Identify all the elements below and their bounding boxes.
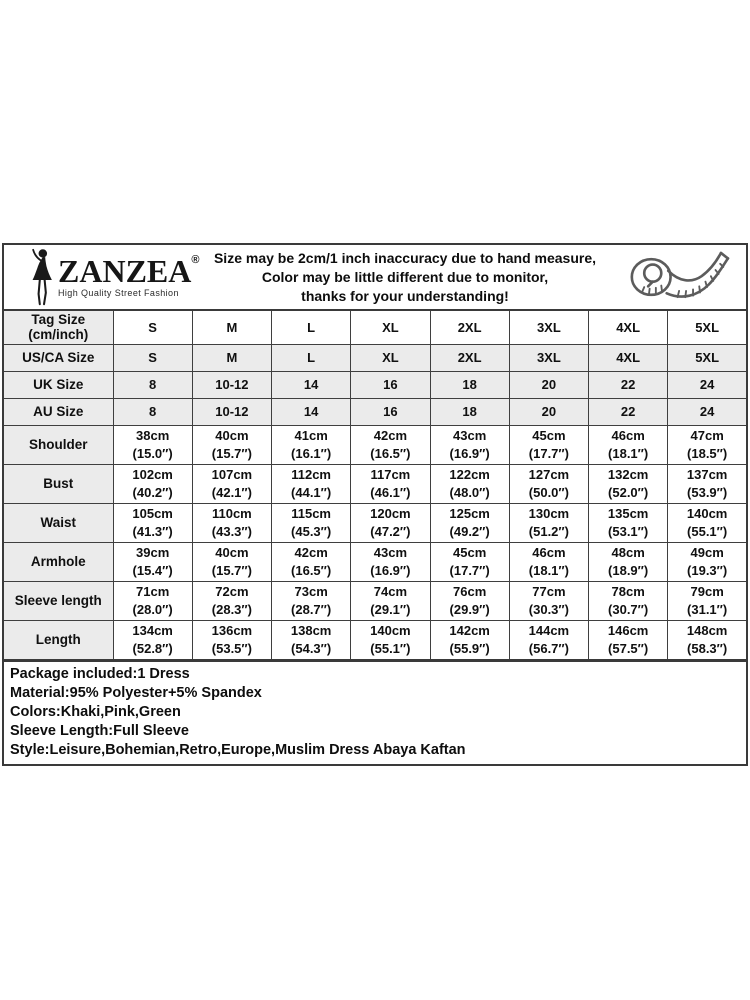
size-cell: 2XL <box>430 310 509 344</box>
measure-cell: 72cm (28.3″) <box>192 581 271 620</box>
row-label: AU Size <box>3 398 113 425</box>
size-cell: 10-12 <box>192 398 271 425</box>
measure-cell: 77cm (30.3″) <box>509 581 588 620</box>
measure-cell: 46cm (18.1″) <box>589 425 668 464</box>
measure-cell: 142cm (55.9″) <box>430 620 509 660</box>
measure-cell: 137cm (53.9″) <box>668 464 747 503</box>
measure-cell: 120cm (47.2″) <box>351 503 430 542</box>
measure-cell: 144cm (56.7″) <box>509 620 588 660</box>
measure-cell: 38cm (15.0″) <box>113 425 192 464</box>
measure-cell: 134cm (52.8″) <box>113 620 192 660</box>
measure-cell: 40cm (15.7″) <box>192 425 271 464</box>
colors-info: Colors:Khaki,Pink,Green <box>10 703 181 720</box>
size-cell: 16 <box>351 371 430 398</box>
material-info: Material:95% Polyester+5% Spandex <box>10 684 262 701</box>
measure-cell: 41cm (16.1″) <box>272 425 351 464</box>
size-cell: 3XL <box>509 344 588 371</box>
size-cell: 5XL <box>668 310 747 344</box>
table-row <box>3 371 747 398</box>
measure-cell: 47cm (18.5″) <box>668 425 747 464</box>
registered-mark: ® <box>191 254 200 267</box>
size-cell: XL <box>351 344 430 371</box>
row-label: Tag Size (cm/inch) <box>3 310 113 344</box>
size-cell: 24 <box>668 398 747 425</box>
measure-cell: 45cm (17.7″) <box>430 542 509 581</box>
size-chart-sheet <box>2 243 748 766</box>
brand-tagline: High Quality Street Fashion <box>58 287 179 298</box>
size-cell: 5XL <box>668 344 747 371</box>
table-row <box>3 620 747 660</box>
measure-cell: 105cm (41.3″) <box>113 503 192 542</box>
size-cell: 22 <box>589 371 668 398</box>
disclaimer-line-1: Size may be 2cm/1 inch inaccuracy due to hand measure, <box>213 249 597 266</box>
table-row <box>3 464 747 503</box>
size-cell: 18 <box>430 371 509 398</box>
measure-cell: 43cm (16.9″) <box>351 542 430 581</box>
size-cell: 18 <box>430 398 509 425</box>
measure-cell: 146cm (57.5″) <box>589 620 668 660</box>
size-disclaimer <box>204 249 606 306</box>
row-label: UK Size <box>3 371 113 398</box>
size-cell: 4XL <box>589 344 668 371</box>
measure-cell: 127cm (50.0″) <box>509 464 588 503</box>
measure-cell: 132cm (52.0″) <box>589 464 668 503</box>
size-cell: 10-12 <box>192 371 271 398</box>
table-row <box>3 344 747 371</box>
measure-cell: 112cm (44.1″) <box>272 464 351 503</box>
row-label: Length <box>3 620 113 660</box>
measure-cell: 122cm (48.0″) <box>430 464 509 503</box>
row-label: Armhole <box>3 542 113 581</box>
size-cell: XL <box>351 310 430 344</box>
measure-cell: 140cm (55.1″) <box>351 620 430 660</box>
size-cell: 8 <box>113 398 192 425</box>
measure-cell: 115cm (45.3″) <box>272 503 351 542</box>
row-label: Shoulder <box>3 425 113 464</box>
sleeve-length-info: Sleeve Length:Full Sleeve <box>10 722 189 739</box>
measure-cell: 49cm (19.3″) <box>668 542 747 581</box>
table-row <box>3 503 747 542</box>
size-cell: 8 <box>113 371 192 398</box>
measure-cell: 43cm (16.9″) <box>430 425 509 464</box>
package-info: Package included:1 Dress <box>10 665 190 682</box>
measure-cell: 74cm (29.1″) <box>351 581 430 620</box>
measure-cell: 138cm (54.3″) <box>272 620 351 660</box>
disclaimer-line-3: thanks for your understanding! <box>301 287 509 304</box>
size-cell: 3XL <box>509 310 588 344</box>
measure-cell: 140cm (55.1″) <box>668 503 747 542</box>
size-cell: M <box>192 344 271 371</box>
measure-cell: 39cm (15.4″) <box>113 542 192 581</box>
size-cell: M <box>192 310 271 344</box>
measure-cell: 148cm (58.3″) <box>668 620 747 660</box>
table-row <box>3 398 747 425</box>
product-info-box <box>2 660 748 766</box>
size-table-body <box>3 310 747 660</box>
size-cell: 4XL <box>589 310 668 344</box>
measure-cell: 46cm (18.1″) <box>509 542 588 581</box>
size-cell: S <box>113 344 192 371</box>
measure-cell: 130cm (51.2″) <box>509 503 588 542</box>
disclaimer-line-2: Color may be little different due to monitor, <box>261 268 549 285</box>
measure-cell: 102cm (40.2″) <box>113 464 192 503</box>
table-row <box>3 542 747 581</box>
style-info: Style:Leisure,Bohemian,Retro,Europe,Muslim Dress Abaya Kaftan <box>10 741 466 758</box>
brand-logo <box>4 248 204 306</box>
logo-text <box>58 253 200 298</box>
table-row <box>3 425 747 464</box>
size-cell: 24 <box>668 371 747 398</box>
row-label: Bust <box>3 464 113 503</box>
size-cell: L <box>272 344 351 371</box>
size-cell: 16 <box>351 398 430 425</box>
measure-cell: 135cm (53.1″) <box>589 503 668 542</box>
size-table <box>2 309 748 661</box>
size-cell: 14 <box>272 398 351 425</box>
row-label: US/CA Size <box>3 344 113 371</box>
measure-cell: 117cm (46.1″) <box>351 464 430 503</box>
size-cell: 14 <box>272 371 351 398</box>
measure-cell: 45cm (17.7″) <box>509 425 588 464</box>
size-cell: 20 <box>509 398 588 425</box>
measure-cell: 125cm (49.2″) <box>430 503 509 542</box>
measure-cell: 107cm (42.1″) <box>192 464 271 503</box>
measure-cell: 110cm (43.3″) <box>192 503 271 542</box>
size-cell: L <box>272 310 351 344</box>
table-row <box>3 581 747 620</box>
measure-cell: 79cm (31.1″) <box>668 581 747 620</box>
size-cell: 2XL <box>430 344 509 371</box>
table-row <box>3 310 747 344</box>
measuring-tape-icon <box>606 246 746 308</box>
brand-name: ZANZEA <box>58 253 192 290</box>
measure-cell: 42cm (16.5″) <box>272 542 351 581</box>
measure-cell: 136cm (53.5″) <box>192 620 271 660</box>
header-box <box>2 243 748 311</box>
row-label: Sleeve length <box>3 581 113 620</box>
measure-cell: 42cm (16.5″) <box>351 425 430 464</box>
measure-cell: 71cm (28.0″) <box>113 581 192 620</box>
row-label: Waist <box>3 503 113 542</box>
measure-cell: 78cm (30.7″) <box>589 581 668 620</box>
fashion-figure-icon <box>26 248 56 306</box>
measure-cell: 40cm (15.7″) <box>192 542 271 581</box>
size-cell: S <box>113 310 192 344</box>
measure-cell: 48cm (18.9″) <box>589 542 668 581</box>
measure-cell: 76cm (29.9″) <box>430 581 509 620</box>
size-cell: 20 <box>509 371 588 398</box>
measure-cell: 73cm (28.7″) <box>272 581 351 620</box>
size-cell: 22 <box>589 398 668 425</box>
